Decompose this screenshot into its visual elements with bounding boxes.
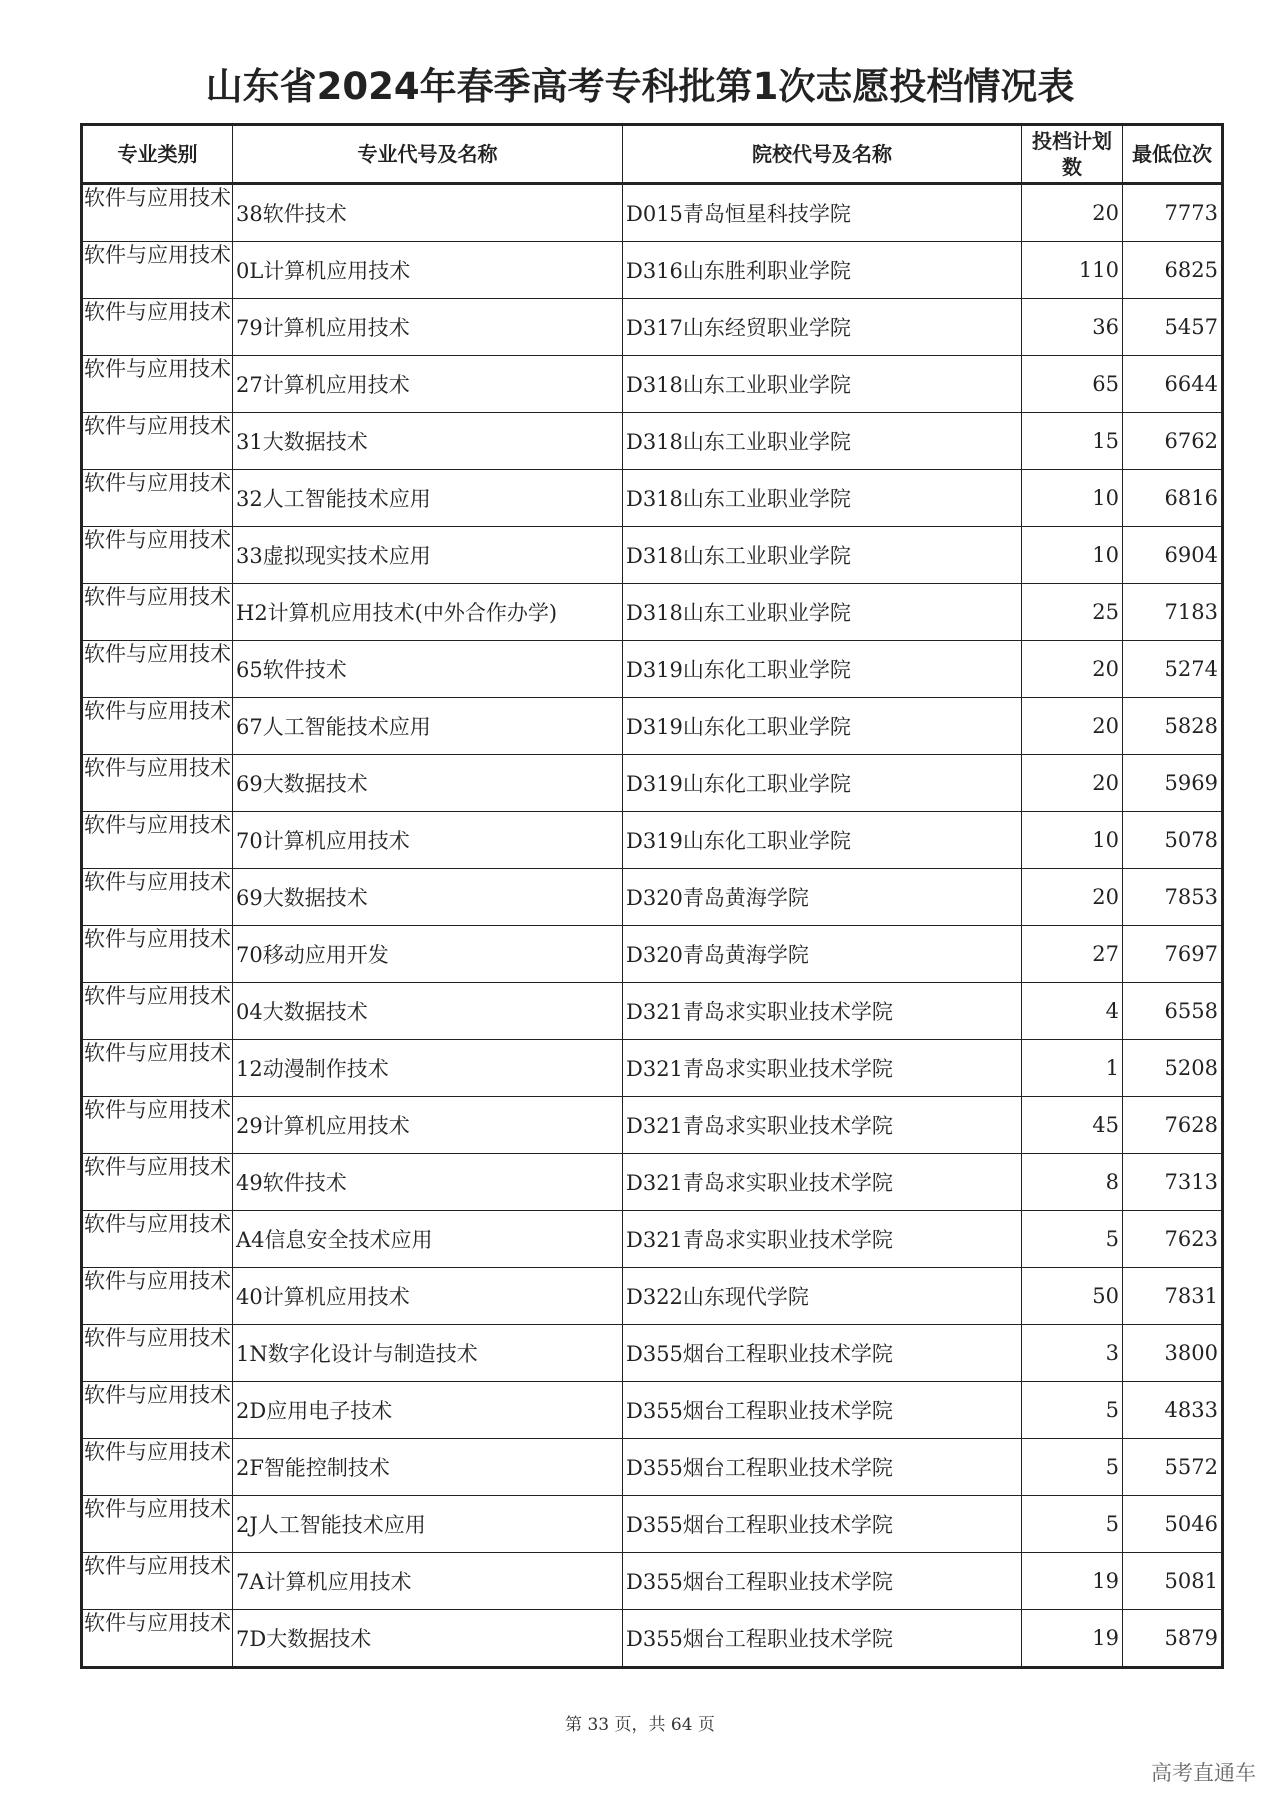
cell-major: 49软件技术 bbox=[233, 1154, 623, 1211]
cell-rank: 7831 bbox=[1123, 1268, 1223, 1325]
cell-category: 软件与应用技术 bbox=[82, 1097, 233, 1154]
cell-plan: 36 bbox=[1022, 299, 1123, 356]
table-row bbox=[82, 812, 1223, 869]
cell-rank: 6762 bbox=[1123, 413, 1223, 470]
cell-rank: 5208 bbox=[1123, 1040, 1223, 1097]
cell-major: 31大数据技术 bbox=[233, 413, 623, 470]
cell-major: 29计算机应用技术 bbox=[233, 1097, 623, 1154]
cell-rank: 7313 bbox=[1123, 1154, 1223, 1211]
cell-school: D318山东工业职业学院 bbox=[623, 413, 1022, 470]
cell-rank: 5572 bbox=[1123, 1439, 1223, 1496]
cell-category: 软件与应用技术 bbox=[82, 527, 233, 584]
cell-school: D318山东工业职业学院 bbox=[623, 470, 1022, 527]
cell-category: 软件与应用技术 bbox=[82, 184, 233, 242]
cell-major: 67人工智能技术应用 bbox=[233, 698, 623, 755]
cell-school: D319山东化工职业学院 bbox=[623, 755, 1022, 812]
cell-rank: 7853 bbox=[1123, 869, 1223, 926]
cell-plan: 19 bbox=[1022, 1553, 1123, 1610]
cell-major: 1N数字化设计与制造技术 bbox=[233, 1325, 623, 1382]
table-row bbox=[82, 755, 1223, 812]
cell-category: 软件与应用技术 bbox=[82, 1325, 233, 1382]
cell-plan: 27 bbox=[1022, 926, 1123, 983]
cell-plan: 20 bbox=[1022, 641, 1123, 698]
cell-rank: 3800 bbox=[1123, 1325, 1223, 1382]
cell-plan: 1 bbox=[1022, 1040, 1123, 1097]
cell-plan: 20 bbox=[1022, 184, 1123, 242]
cell-school: D321青岛求实职业技术学院 bbox=[623, 1154, 1022, 1211]
cell-category: 软件与应用技术 bbox=[82, 1496, 233, 1553]
cell-major: 70移动应用开发 bbox=[233, 926, 623, 983]
cell-plan: 45 bbox=[1022, 1097, 1123, 1154]
table-row bbox=[82, 413, 1223, 470]
cell-major: 2J人工智能技术应用 bbox=[233, 1496, 623, 1553]
cell-plan: 25 bbox=[1022, 584, 1123, 641]
cell-plan: 5 bbox=[1022, 1211, 1123, 1268]
cell-rank: 7697 bbox=[1123, 926, 1223, 983]
header-major: 专业代号及名称 bbox=[233, 125, 623, 184]
header-rank: 最低位次 bbox=[1123, 125, 1223, 184]
table-row bbox=[82, 1610, 1223, 1668]
cell-major: 2F智能控制技术 bbox=[233, 1439, 623, 1496]
cell-school: D321青岛求实职业技术学院 bbox=[623, 1040, 1022, 1097]
cell-plan: 15 bbox=[1022, 413, 1123, 470]
cell-plan: 5 bbox=[1022, 1439, 1123, 1496]
cell-category: 软件与应用技术 bbox=[82, 1382, 233, 1439]
cell-plan: 20 bbox=[1022, 698, 1123, 755]
cell-school: D322山东现代学院 bbox=[623, 1268, 1022, 1325]
cell-school: D320青岛黄海学院 bbox=[623, 869, 1022, 926]
table-row bbox=[82, 1268, 1223, 1325]
cell-category: 软件与应用技术 bbox=[82, 413, 233, 470]
cell-major: 27计算机应用技术 bbox=[233, 356, 623, 413]
cell-school: D318山东工业职业学院 bbox=[623, 356, 1022, 413]
table-row bbox=[82, 641, 1223, 698]
table-row bbox=[82, 527, 1223, 584]
table-row bbox=[82, 1553, 1223, 1610]
page-title: 山东省2024年春季高考专科批第1次志愿投档情况表 bbox=[205, 65, 1075, 108]
table-row bbox=[82, 1325, 1223, 1382]
cell-plan: 50 bbox=[1022, 1268, 1123, 1325]
cell-category: 软件与应用技术 bbox=[82, 755, 233, 812]
table-row bbox=[82, 1211, 1223, 1268]
cell-major: 12动漫制作技术 bbox=[233, 1040, 623, 1097]
table-row bbox=[82, 1382, 1223, 1439]
cell-rank: 5046 bbox=[1123, 1496, 1223, 1553]
cell-school: D318山东工业职业学院 bbox=[623, 527, 1022, 584]
cell-plan: 5 bbox=[1022, 1382, 1123, 1439]
cell-rank: 6904 bbox=[1123, 527, 1223, 584]
cell-school: D320青岛黄海学院 bbox=[623, 926, 1022, 983]
table-row bbox=[82, 242, 1223, 299]
cell-plan: 4 bbox=[1022, 983, 1123, 1040]
cell-rank: 5078 bbox=[1123, 812, 1223, 869]
cell-plan: 8 bbox=[1022, 1154, 1123, 1211]
cell-plan: 3 bbox=[1022, 1325, 1123, 1382]
cell-plan: 19 bbox=[1022, 1610, 1123, 1668]
cell-plan: 10 bbox=[1022, 527, 1123, 584]
cell-school: D318山东工业职业学院 bbox=[623, 584, 1022, 641]
cell-school: D355烟台工程职业技术学院 bbox=[623, 1325, 1022, 1382]
cell-plan: 65 bbox=[1022, 356, 1123, 413]
cell-school: D355烟台工程职业技术学院 bbox=[623, 1553, 1022, 1610]
cell-school: D015青岛恒星科技学院 bbox=[623, 184, 1022, 242]
cell-category: 软件与应用技术 bbox=[82, 983, 233, 1040]
cell-major: 0L计算机应用技术 bbox=[233, 242, 623, 299]
cell-school: D355烟台工程职业技术学院 bbox=[623, 1496, 1022, 1553]
cell-rank: 4833 bbox=[1123, 1382, 1223, 1439]
cell-category: 软件与应用技术 bbox=[82, 1154, 233, 1211]
cell-major: 40计算机应用技术 bbox=[233, 1268, 623, 1325]
cell-major: 69大数据技术 bbox=[233, 869, 623, 926]
table-row bbox=[82, 1154, 1223, 1211]
cell-category: 软件与应用技术 bbox=[82, 1268, 233, 1325]
cell-major: 7D大数据技术 bbox=[233, 1610, 623, 1668]
table-row bbox=[82, 926, 1223, 983]
cell-major: 65软件技术 bbox=[233, 641, 623, 698]
cell-plan: 20 bbox=[1022, 755, 1123, 812]
cell-category: 软件与应用技术 bbox=[82, 299, 233, 356]
cell-school: D317山东经贸职业学院 bbox=[623, 299, 1022, 356]
cell-major: 04大数据技术 bbox=[233, 983, 623, 1040]
cell-major: 32人工智能技术应用 bbox=[233, 470, 623, 527]
table-row bbox=[82, 1040, 1223, 1097]
cell-major: 70计算机应用技术 bbox=[233, 812, 623, 869]
table-row bbox=[82, 356, 1223, 413]
cell-category: 软件与应用技术 bbox=[82, 812, 233, 869]
cell-rank: 5457 bbox=[1123, 299, 1223, 356]
cell-school: D319山东化工职业学院 bbox=[623, 812, 1022, 869]
cell-school: D355烟台工程职业技术学院 bbox=[623, 1439, 1022, 1496]
cell-plan: 10 bbox=[1022, 812, 1123, 869]
cell-category: 软件与应用技术 bbox=[82, 1040, 233, 1097]
cell-category: 软件与应用技术 bbox=[82, 470, 233, 527]
cell-category: 软件与应用技术 bbox=[82, 1211, 233, 1268]
cell-plan: 20 bbox=[1022, 869, 1123, 926]
cell-major: 38软件技术 bbox=[233, 184, 623, 242]
table-row bbox=[82, 184, 1223, 242]
cell-school: D316山东胜利职业学院 bbox=[623, 242, 1022, 299]
table-row bbox=[82, 470, 1223, 527]
cell-school: D321青岛求实职业技术学院 bbox=[623, 983, 1022, 1040]
cell-rank: 6558 bbox=[1123, 983, 1223, 1040]
table-row bbox=[82, 1097, 1223, 1154]
cell-school: D355烟台工程职业技术学院 bbox=[623, 1382, 1022, 1439]
cell-rank: 5274 bbox=[1123, 641, 1223, 698]
cell-category: 软件与应用技术 bbox=[82, 1553, 233, 1610]
table-row bbox=[82, 869, 1223, 926]
cell-school: D321青岛求实职业技术学院 bbox=[623, 1097, 1022, 1154]
table-row bbox=[82, 983, 1223, 1040]
cell-rank: 6825 bbox=[1123, 242, 1223, 299]
table-header-row bbox=[82, 125, 1223, 184]
admission-table bbox=[80, 123, 1224, 1669]
page-number: 第 33 页，共 64 页 bbox=[565, 1715, 715, 1735]
cell-category: 软件与应用技术 bbox=[82, 356, 233, 413]
cell-category: 软件与应用技术 bbox=[82, 1439, 233, 1496]
cell-major: 7A计算机应用技术 bbox=[233, 1553, 623, 1610]
cell-rank: 5081 bbox=[1123, 1553, 1223, 1610]
cell-major: A4信息安全技术应用 bbox=[233, 1211, 623, 1268]
cell-rank: 7183 bbox=[1123, 584, 1223, 641]
header-category: 专业类别 bbox=[82, 125, 233, 184]
cell-rank: 7628 bbox=[1123, 1097, 1223, 1154]
cell-rank: 5879 bbox=[1123, 1610, 1223, 1668]
cell-school: D319山东化工职业学院 bbox=[623, 641, 1022, 698]
cell-major: 33虚拟现实技术应用 bbox=[233, 527, 623, 584]
cell-major: 79计算机应用技术 bbox=[233, 299, 623, 356]
cell-category: 软件与应用技术 bbox=[82, 242, 233, 299]
table-row bbox=[82, 1496, 1223, 1553]
cell-category: 软件与应用技术 bbox=[82, 1610, 233, 1668]
cell-major: 69大数据技术 bbox=[233, 755, 623, 812]
table-row bbox=[82, 698, 1223, 755]
cell-plan: 10 bbox=[1022, 470, 1123, 527]
header-plan: 投档计划数 bbox=[1022, 125, 1123, 184]
cell-rank: 5828 bbox=[1123, 698, 1223, 755]
cell-plan: 5 bbox=[1022, 1496, 1123, 1553]
cell-major: H2计算机应用技术(中外合作办学) bbox=[233, 584, 623, 641]
cell-major: 2D应用电子技术 bbox=[233, 1382, 623, 1439]
table-row bbox=[82, 584, 1223, 641]
table-row bbox=[82, 299, 1223, 356]
table-row bbox=[82, 1439, 1223, 1496]
cell-school: D319山东化工职业学院 bbox=[623, 698, 1022, 755]
cell-category: 软件与应用技术 bbox=[82, 584, 233, 641]
cell-rank: 7773 bbox=[1123, 184, 1223, 242]
cell-rank: 7623 bbox=[1123, 1211, 1223, 1268]
cell-rank: 5969 bbox=[1123, 755, 1223, 812]
cell-school: D321青岛求实职业技术学院 bbox=[623, 1211, 1022, 1268]
cell-category: 软件与应用技术 bbox=[82, 641, 233, 698]
cell-category: 软件与应用技术 bbox=[82, 869, 233, 926]
cell-category: 软件与应用技术 bbox=[82, 926, 233, 983]
cell-rank: 6644 bbox=[1123, 356, 1223, 413]
cell-school: D355烟台工程职业技术学院 bbox=[623, 1610, 1022, 1668]
cell-rank: 6816 bbox=[1123, 470, 1223, 527]
watermark: 高考直通车 bbox=[1151, 1761, 1256, 1785]
cell-plan: 110 bbox=[1022, 242, 1123, 299]
cell-category: 软件与应用技术 bbox=[82, 698, 233, 755]
header-school: 院校代号及名称 bbox=[623, 125, 1022, 184]
